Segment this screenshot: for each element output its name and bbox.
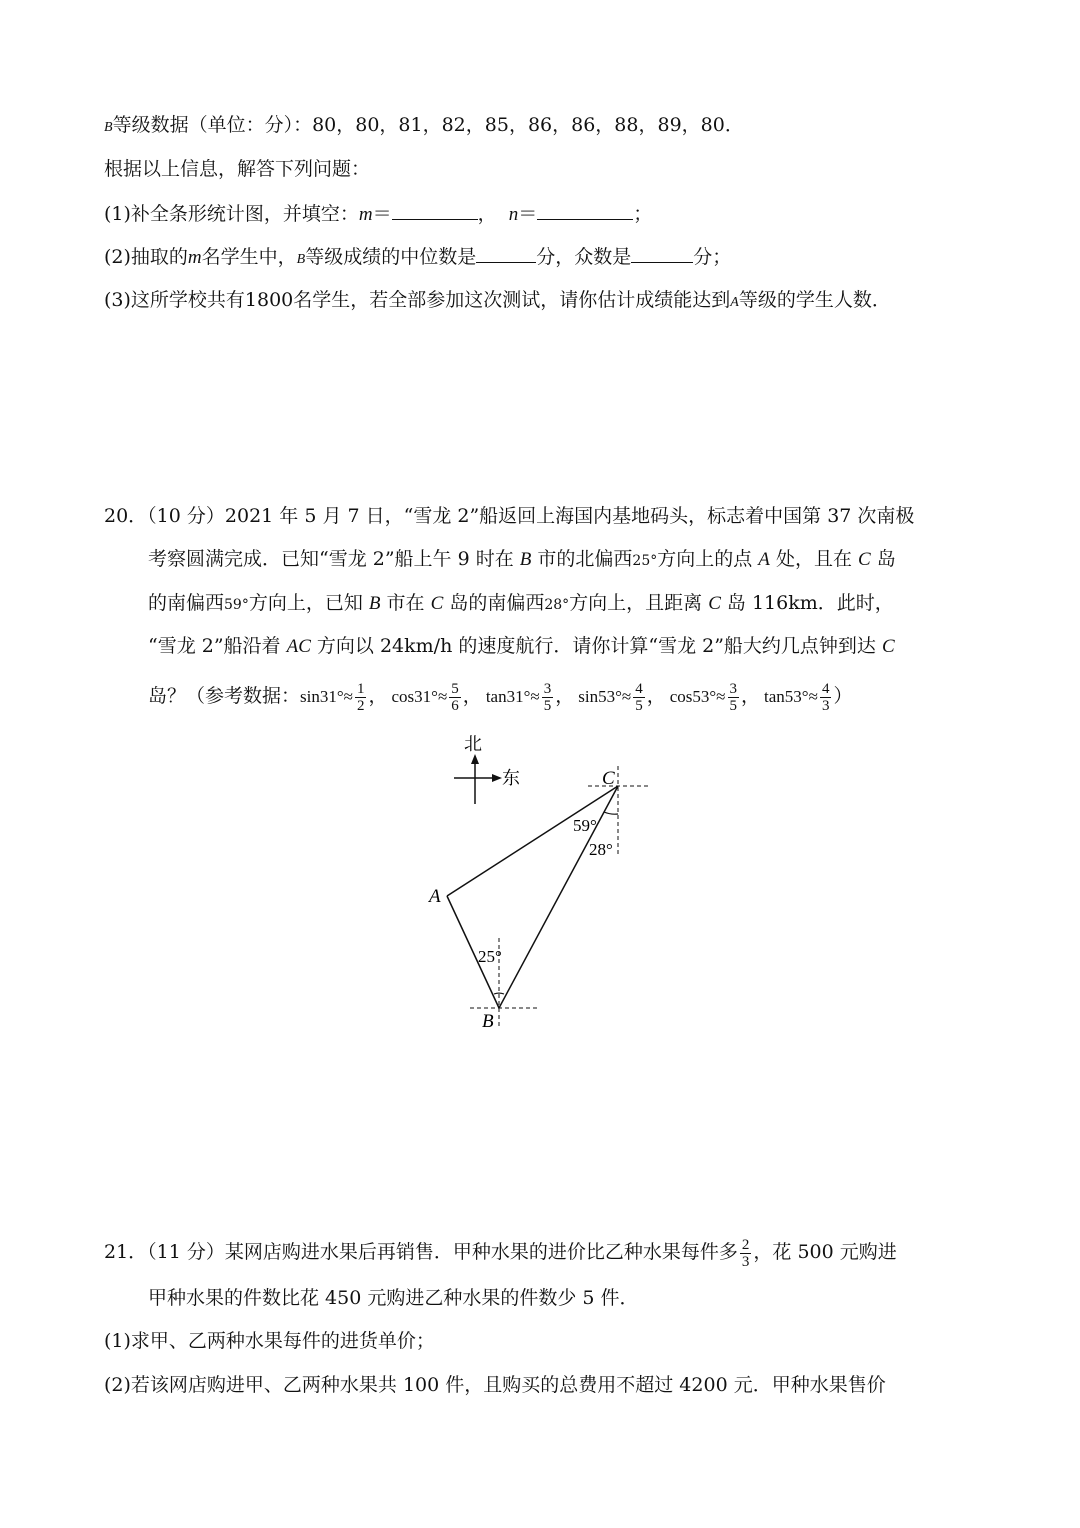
- answer-blank-m[interactable]: [392, 201, 478, 220]
- text: 岛 116km．此时，: [720, 592, 894, 614]
- point-c: C: [708, 593, 721, 614]
- point-a-label: A: [429, 886, 441, 907]
- part2-text: 分；: [693, 246, 732, 268]
- compass-icon: [454, 754, 502, 804]
- var-m: m: [187, 247, 202, 268]
- fraction-two-thirds: [740, 1237, 752, 1270]
- point-c-label: C: [602, 768, 615, 789]
- text: 岛: [870, 548, 896, 570]
- numerator: 3: [543, 680, 552, 697]
- denominator: 3: [821, 697, 830, 714]
- comma: ，: [477, 203, 497, 225]
- text: 21．（11 分）某网店购进水果后再销售．甲种水果的进价比乙种水果每件多: [104, 1241, 738, 1263]
- separator: ，: [462, 685, 482, 707]
- denominator: 5: [729, 697, 738, 714]
- separator: ，: [741, 685, 761, 707]
- semicolon: ；: [633, 203, 653, 225]
- point-c: C: [858, 549, 871, 570]
- separator: ）: [833, 685, 853, 707]
- reference-fraction: [728, 681, 740, 714]
- angle-59: 59°: [224, 597, 249, 613]
- part2-text: 分，众数是: [536, 246, 632, 268]
- text: 的南偏西: [148, 592, 225, 614]
- separator: ，: [368, 685, 388, 707]
- numerator: 2: [741, 1236, 750, 1253]
- point-b-label: B: [482, 1011, 494, 1032]
- reference-function: cos53°≈: [669, 687, 726, 706]
- q19-part2: [104, 244, 731, 272]
- text: ，花 500 元购进: [753, 1241, 897, 1263]
- q19-part1: [104, 201, 652, 227]
- part2-text: 名学生中，: [201, 246, 297, 268]
- reference-fraction: [542, 681, 554, 714]
- text: 考察圆满完成．已知“雪龙 2”船上午 9 时在: [148, 548, 520, 570]
- denominator: 3: [741, 1253, 750, 1270]
- angle-label-28: 28°: [589, 840, 613, 859]
- north-label: 北: [464, 734, 482, 754]
- grade-b-label: B: [296, 252, 306, 267]
- angle-arc-c: [604, 812, 618, 814]
- text: 市的北偏西: [531, 548, 633, 570]
- angle-label-59: 59°: [573, 816, 597, 835]
- part3-prefix: (3)这所学校共有1800名学生，若全部参加这次测试，请你估计成绩能达到: [104, 289, 731, 311]
- text: “雪龙 2”船沿着: [148, 635, 287, 657]
- reference-values: [300, 680, 856, 714]
- angle-label-25: 25°: [478, 947, 502, 966]
- denominator: 6: [451, 697, 459, 714]
- reference-function: sin53°≈: [578, 687, 632, 706]
- numerator: 3: [729, 680, 738, 697]
- var-n: n: [508, 204, 519, 225]
- equals-sign: ＝: [372, 203, 392, 225]
- q20-line-3: [148, 591, 894, 617]
- numerator: 4: [821, 680, 830, 697]
- q19-part3: [104, 288, 891, 315]
- denominator: 2: [356, 697, 365, 714]
- numerator: 1: [356, 680, 365, 697]
- text: 方向上，且距离: [569, 592, 709, 614]
- point-c: C: [430, 593, 444, 614]
- reference-fraction: [355, 681, 367, 714]
- separator: ，: [555, 685, 575, 707]
- point-b: B: [519, 549, 532, 570]
- q19-b-data-line: [104, 113, 744, 140]
- text: 处，且在: [769, 548, 858, 570]
- denominator: 5: [635, 697, 643, 714]
- text: 方向上的点: [657, 548, 759, 570]
- side-cb: [499, 786, 618, 1008]
- angle-28: 28°: [544, 597, 570, 613]
- text: 方向上，已知: [248, 592, 369, 614]
- q20-line-2: [148, 547, 896, 573]
- separator: ，: [646, 685, 666, 707]
- answer-blank-mode[interactable]: [631, 244, 693, 263]
- q21-line-2: 甲种水果的件数比花 450 元购进乙种水果的件数少 5 件．: [148, 1287, 639, 1309]
- q20-line-1: 20．（10 分）2021 年 5 月 7 日，“雪龙 2”船返回上海国内基地码头，标志着中国第 37 次南极: [104, 505, 915, 527]
- text: 市在: [380, 592, 431, 614]
- east-label: 东: [502, 768, 520, 788]
- reference-function: tan53°≈: [764, 687, 818, 706]
- geometry-figure: [420, 730, 680, 1040]
- numerator: 5: [451, 680, 459, 697]
- grade-b-label: B: [104, 120, 113, 135]
- reference-fraction: [633, 681, 645, 714]
- q20-line-4: [148, 634, 895, 659]
- denominator: 5: [543, 697, 552, 714]
- answer-blank-n[interactable]: [537, 201, 633, 220]
- angle-arc-b: [494, 993, 504, 994]
- part3-end: 等级的学生人数．: [738, 289, 891, 311]
- reference-fraction: [820, 681, 832, 714]
- answer-blank-median[interactable]: [476, 244, 536, 263]
- reference-function: tan31°≈: [485, 687, 540, 706]
- point-c: C: [881, 636, 895, 657]
- part1-prefix: (1)补全条形统计图，并填空：: [104, 203, 359, 225]
- q19-intro: 根据以上信息，解答下列问题：: [104, 158, 371, 180]
- point-a: A: [758, 549, 770, 570]
- reference-prefix: 岛？（参考数据：: [148, 685, 301, 707]
- q21-part1: (1)求甲、乙两种水果每件的进货单价；: [104, 1330, 435, 1352]
- reference-function: cos31°≈: [391, 687, 448, 706]
- q21-part2: (2)若该网店购进甲、乙两种水果共 100 件，且购买的总费用不超过 4200 元．甲种水果售价: [104, 1374, 886, 1396]
- text: 方向以 24km/h 的速度航行．请你计算“雪龙 2”船大约几点钟到达: [310, 635, 882, 657]
- segment-ac: AC: [286, 636, 311, 657]
- equals-sign: ＝: [518, 203, 538, 225]
- b-data-text: 等级数据（单位：分）：80，80，81，82，85，86，86，88，89，80．: [112, 114, 744, 136]
- var-m: m: [358, 204, 373, 225]
- reference-function: sin31°≈: [300, 687, 353, 706]
- point-b: B: [368, 593, 381, 614]
- reference-fraction: [449, 681, 461, 714]
- q21-line-1: [104, 1232, 897, 1272]
- angle-25: 25°: [632, 553, 658, 569]
- grade-a-label: A: [730, 295, 739, 310]
- part2-text: 等级成绩的中位数是: [305, 246, 477, 268]
- text: 岛的南偏西: [443, 592, 545, 614]
- part2-prefix: (2)抽取的: [104, 246, 188, 268]
- q20-reference-data: [148, 676, 856, 717]
- numerator: 4: [635, 680, 643, 697]
